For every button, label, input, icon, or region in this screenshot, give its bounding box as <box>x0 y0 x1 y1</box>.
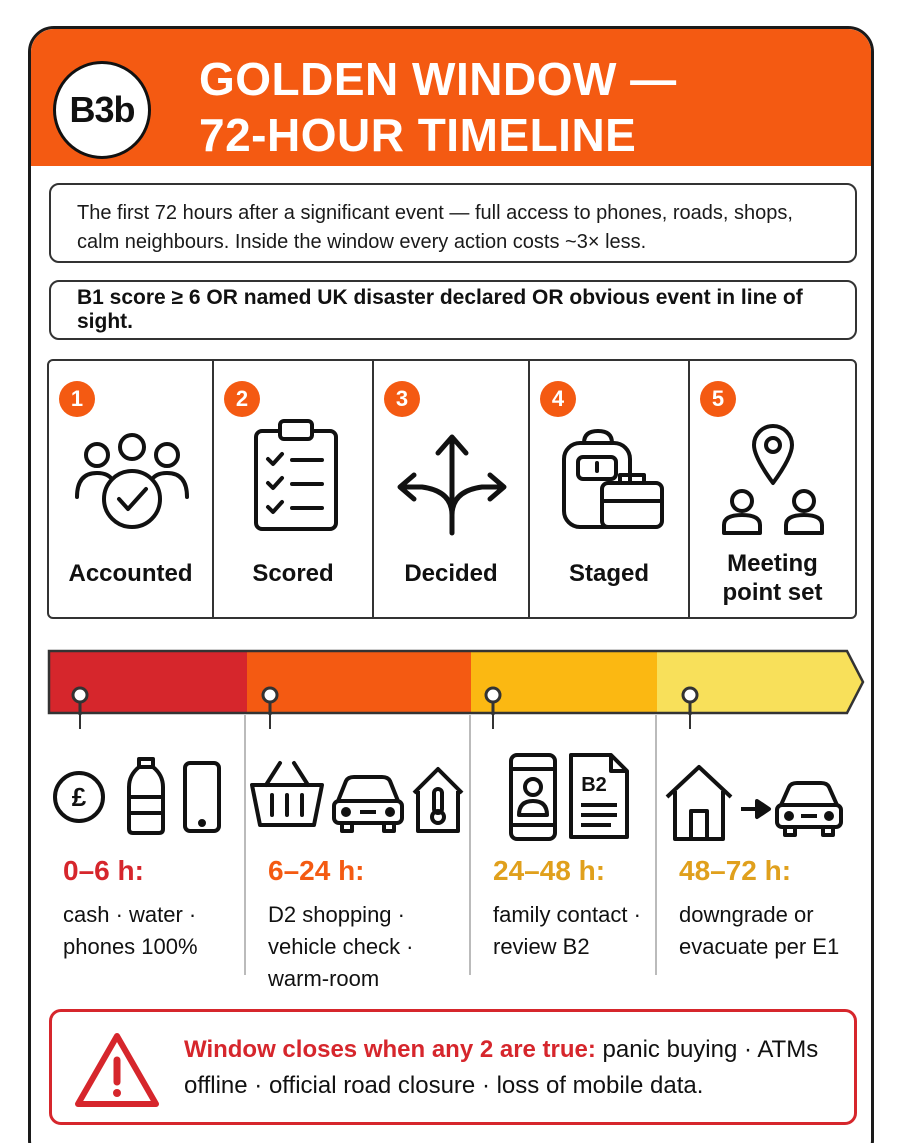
warning-conditions: panic buying · ATMs offline · official road closure · loss of mobile data. <box>184 1036 819 1099</box>
task-line: warm-room <box>268 966 380 991</box>
section-badge: B3b <box>53 61 151 159</box>
phase-tasks <box>63 899 198 963</box>
step-number: 2 <box>224 381 260 417</box>
task-line: phones 100% <box>63 934 198 959</box>
trigger-box <box>49 280 857 340</box>
step-label: Decided <box>404 560 498 587</box>
phase-48-72h <box>657 729 857 1009</box>
task-line: evacuate per E1 <box>679 934 840 959</box>
phase-tasks <box>493 899 641 963</box>
phase-range: 24–48 h: <box>493 855 606 886</box>
phase-icons <box>471 749 651 849</box>
arrow-right-icon <box>741 801 769 817</box>
step-number: 5 <box>700 381 736 417</box>
timeline-pin <box>263 688 277 702</box>
car-icon <box>777 783 841 835</box>
phase-tasks <box>268 899 414 995</box>
intro-line-2: calm neighbours. Inside the window every action costs ~3× less. <box>77 231 647 253</box>
phase-icons <box>246 749 466 839</box>
phase-range: 6–24 h: <box>268 855 365 886</box>
warning-text <box>184 1032 844 1104</box>
step-label-line-1: Meeting <box>727 550 818 577</box>
timeline-phases <box>47 729 857 1009</box>
clipboard-checklist-icon <box>246 417 346 533</box>
timeline-pin <box>73 688 87 702</box>
water-bottle-icon <box>129 759 163 833</box>
timeline-pin <box>683 688 697 702</box>
steps-row <box>47 359 857 619</box>
step-label-multiline <box>690 549 855 607</box>
document-label: B2 <box>581 774 607 796</box>
phase-tasks <box>679 899 839 963</box>
title-line-1: GOLDEN WINDOW — <box>199 53 677 105</box>
branching-arrows-icon <box>392 427 512 537</box>
step-number: 3 <box>384 381 420 417</box>
step-number: 1 <box>59 381 95 417</box>
task-line: D2 shopping · <box>268 902 405 927</box>
trigger-text: B1 score ≥ 6 OR named UK disaster declared OR obvious event in line of sight. <box>77 286 803 333</box>
task-line: vehicle check · <box>268 934 414 959</box>
step-label: Scored <box>252 560 334 587</box>
intro-line-1: The first 72 hours after a significant event — full access to phones, roads, shops, <box>77 202 793 224</box>
page-title <box>199 51 677 163</box>
step-number: 4 <box>540 381 576 417</box>
task-line: downgrade or <box>679 902 814 927</box>
phase-0-6h <box>47 729 244 1009</box>
step-accounted <box>49 361 214 617</box>
timeline-segment-0-6h <box>47 649 247 715</box>
location-people-icon <box>718 421 828 541</box>
phase-24-48h <box>471 729 655 1009</box>
warning-box <box>49 1009 857 1125</box>
infographic-card <box>28 26 874 1143</box>
step-label: Staged <box>568 560 649 587</box>
shopping-basket-icon <box>252 763 322 825</box>
phase-6-24h <box>246 729 469 1009</box>
document-icon <box>571 755 627 837</box>
timeline-bar <box>47 649 865 715</box>
backpack-bag-icon <box>550 427 670 537</box>
phone-contact-icon <box>511 755 555 839</box>
step-meeting-point <box>690 361 855 617</box>
warning-lead: Window closes when any 2 are true: <box>184 1036 596 1063</box>
timeline-pin <box>486 688 500 702</box>
step-label: Accounted <box>68 560 193 587</box>
timeline-segment-24-48h <box>471 649 657 715</box>
phase-icons <box>657 749 857 849</box>
task-line: review B2 <box>493 934 590 959</box>
svg-text:£: £ <box>71 782 87 812</box>
header <box>31 29 871 166</box>
intro-box <box>49 183 857 263</box>
step-staged <box>530 361 690 617</box>
phase-icons <box>47 749 237 839</box>
car-icon <box>334 777 402 831</box>
step-label-line-2: point set <box>722 579 823 606</box>
house-icon <box>667 767 731 839</box>
phase-range: 48–72 h: <box>679 855 792 886</box>
task-line: cash · water · <box>63 902 197 927</box>
people-check-icon <box>67 427 197 537</box>
step-scored <box>214 361 374 617</box>
timeline-segment-6-24h <box>247 649 471 715</box>
warning-triangle-icon <box>72 1030 162 1110</box>
thermometer-house-icon <box>414 769 462 831</box>
phase-range: 0–6 h: <box>63 855 144 886</box>
mobile-phone-icon <box>185 763 219 831</box>
task-line: family contact · <box>493 902 641 927</box>
step-decided <box>374 361 530 617</box>
title-line-2: 72-HOUR TIMELINE <box>199 109 637 161</box>
timeline-segment-48-72h <box>657 649 865 715</box>
